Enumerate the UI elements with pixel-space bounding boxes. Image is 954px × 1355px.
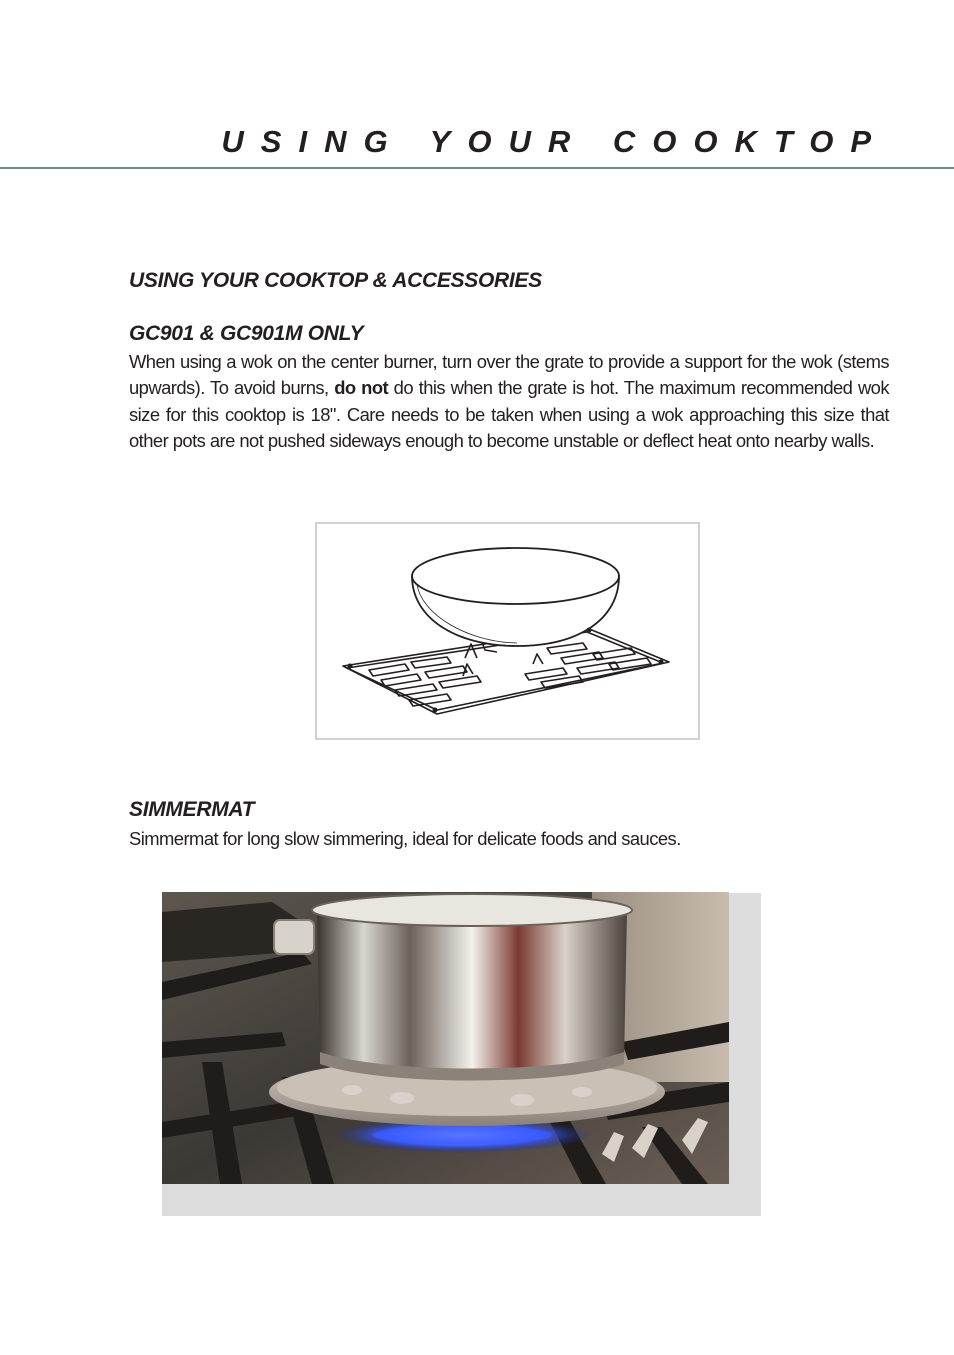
section-heading-gc901: GC901 & GC901M ONLY [129, 322, 364, 345]
gc901-warning-bold: do not [334, 377, 389, 399]
wok-grate-drawing [317, 524, 698, 738]
simmermat-photo [162, 892, 729, 1184]
gc901-paragraph [129, 349, 889, 454]
gc901-text-start: When using a wok on the center burner, turn over the grate to provide a support for the wok (stems upwards). To avoid burns, [129, 351, 889, 399]
gc901-text-end: do this when the grate is hot. The maximum recommended wok size for this cooktop is 18". Care needs to be taken when using a wok approaching this size that other pots are not pushed sideways enough to become unstable or deflect heat onto nearby walls. [129, 377, 889, 451]
page-title: USING YOUR COOKTOP [221, 124, 888, 159]
simmermat-paragraph: Simmermat for long slow simmering, ideal for delicate foods and sauces. [129, 828, 681, 849]
simmermat-photo-image [162, 892, 729, 1184]
section-heading-simmermat: SIMMERMAT [129, 798, 255, 821]
section-heading-accessories: USING YOUR COOKTOP & ACCESSORIES [129, 269, 542, 292]
header-divider [0, 167, 954, 169]
wok-grate-illustration [315, 522, 700, 740]
